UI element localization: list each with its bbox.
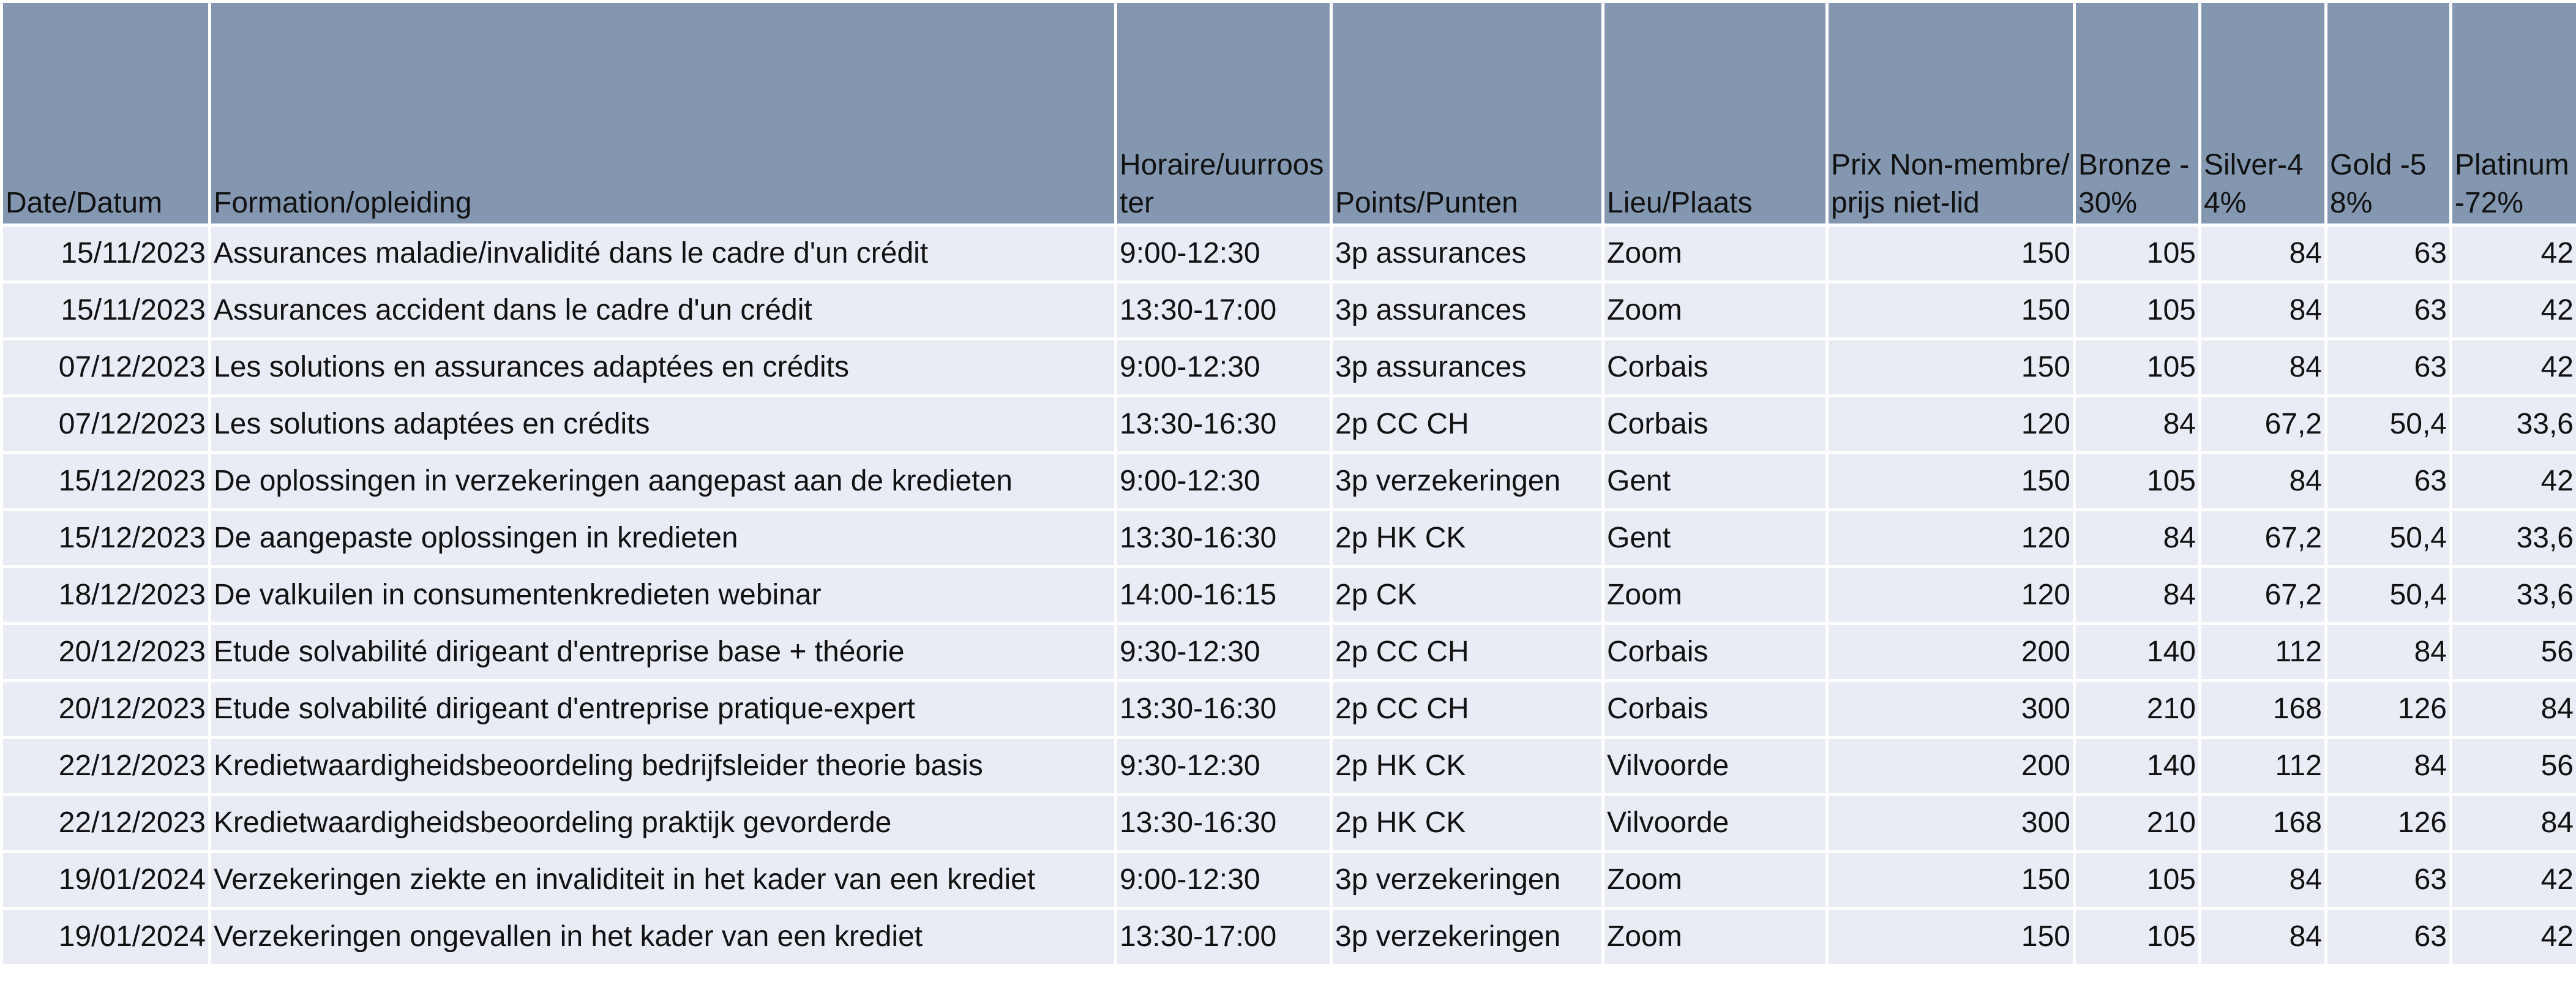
date-cell: 15/12/2023 <box>2 510 210 567</box>
price-cell: 150 <box>1827 339 2075 396</box>
header-silver: Silver-44% <box>2200 2 2326 225</box>
table-body <box>2 225 2576 966</box>
gold-cell: 84 <box>2326 738 2451 795</box>
formation-cell: Verzekeringen ongevallen in het kader van een krediet <box>210 909 1116 966</box>
price-cell: 120 <box>1827 567 2075 624</box>
points-cell: 2p CC CH <box>1331 624 1603 681</box>
platinum-cell: 42 <box>2451 282 2576 339</box>
points-cell: 2p CK <box>1331 567 1603 624</box>
date-cell: 15/11/2023 <box>2 225 210 282</box>
bronze-cell: 140 <box>2075 624 2200 681</box>
platinum-cell: 33,6 <box>2451 567 2576 624</box>
location-cell: Corbais <box>1603 624 1827 681</box>
gold-cell: 126 <box>2326 795 2451 852</box>
gold-cell: 63 <box>2326 852 2451 909</box>
date-cell: 07/12/2023 <box>2 396 210 453</box>
formation-cell: Assurances maladie/invalidité dans le cadre d'un crédit <box>210 225 1116 282</box>
gold-cell: 50,4 <box>2326 396 2451 453</box>
location-cell: Zoom <box>1603 282 1827 339</box>
points-cell: 2p CC CH <box>1331 396 1603 453</box>
points-cell: 3p verzekeringen <box>1331 453 1603 510</box>
table-row <box>2 681 2576 738</box>
silver-cell: 84 <box>2200 453 2326 510</box>
gold-cell: 63 <box>2326 339 2451 396</box>
gold-cell: 84 <box>2326 624 2451 681</box>
price-cell: 300 <box>1827 681 2075 738</box>
formation-cell: Etude solvabilité dirigeant d'entreprise pratique-expert <box>210 681 1116 738</box>
table-header <box>2 2 2576 225</box>
silver-cell: 84 <box>2200 339 2326 396</box>
platinum-cell: 33,6 <box>2451 510 2576 567</box>
location-cell: Corbais <box>1603 681 1827 738</box>
schedule-cell: 9:00-12:30 <box>1116 339 1331 396</box>
gold-cell: 50,4 <box>2326 510 2451 567</box>
silver-cell: 168 <box>2200 681 2326 738</box>
date-cell: 22/12/2023 <box>2 738 210 795</box>
table-row <box>2 795 2576 852</box>
silver-cell: 84 <box>2200 225 2326 282</box>
table-row <box>2 396 2576 453</box>
schedule-cell: 13:30-16:30 <box>1116 795 1331 852</box>
date-cell: 20/12/2023 <box>2 681 210 738</box>
header-date: Date/Datum <box>2 2 210 225</box>
location-cell: Zoom <box>1603 225 1827 282</box>
bronze-cell: 105 <box>2075 852 2200 909</box>
points-cell: 3p assurances <box>1331 225 1603 282</box>
formation-cell: Kredietwaardigheidsbeoordeling praktijk gevorderde <box>210 795 1116 852</box>
formation-cell: Kredietwaardigheidsbeoordeling bedrijfsleider theorie basis <box>210 738 1116 795</box>
location-cell: Corbais <box>1603 339 1827 396</box>
gold-cell: 126 <box>2326 681 2451 738</box>
location-cell: Vilvoorde <box>1603 795 1827 852</box>
header-platinum: Platinum -72% <box>2451 2 2576 225</box>
date-cell: 20/12/2023 <box>2 624 210 681</box>
silver-cell: 84 <box>2200 909 2326 966</box>
schedule-cell: 13:30-17:00 <box>1116 282 1331 339</box>
table-row <box>2 453 2576 510</box>
gold-cell: 63 <box>2326 225 2451 282</box>
formation-cell: De aangepaste oplossingen in kredieten <box>210 510 1116 567</box>
bronze-cell: 84 <box>2075 567 2200 624</box>
price-cell: 200 <box>1827 738 2075 795</box>
points-cell: 3p verzekeringen <box>1331 852 1603 909</box>
header-formation: Formation/opleiding <box>210 2 1116 225</box>
silver-cell: 84 <box>2200 852 2326 909</box>
platinum-cell: 33,6 <box>2451 396 2576 453</box>
formation-cell: Les solutions adaptées en crédits <box>210 396 1116 453</box>
platinum-cell: 42 <box>2451 225 2576 282</box>
platinum-cell: 56 <box>2451 738 2576 795</box>
schedule-cell: 13:30-17:00 <box>1116 909 1331 966</box>
date-cell: 07/12/2023 <box>2 339 210 396</box>
table-row <box>2 510 2576 567</box>
price-cell: 120 <box>1827 396 2075 453</box>
gold-cell: 50,4 <box>2326 567 2451 624</box>
bronze-cell: 210 <box>2075 681 2200 738</box>
table-row <box>2 567 2576 624</box>
price-cell: 150 <box>1827 909 2075 966</box>
header-location: Lieu/Plaats <box>1603 2 1827 225</box>
points-cell: 2p CC CH <box>1331 681 1603 738</box>
platinum-cell: 84 <box>2451 795 2576 852</box>
bronze-cell: 84 <box>2075 510 2200 567</box>
schedule-cell: 9:30-12:30 <box>1116 738 1331 795</box>
location-cell: Gent <box>1603 510 1827 567</box>
formation-cell: Les solutions en assurances adaptées en crédits <box>210 339 1116 396</box>
silver-cell: 84 <box>2200 282 2326 339</box>
price-cell: 150 <box>1827 852 2075 909</box>
silver-cell: 112 <box>2200 624 2326 681</box>
gold-cell: 63 <box>2326 909 2451 966</box>
schedule-cell: 9:00-12:30 <box>1116 453 1331 510</box>
points-cell: 3p assurances <box>1331 282 1603 339</box>
platinum-cell: 42 <box>2451 852 2576 909</box>
schedule-cell: 13:30-16:30 <box>1116 510 1331 567</box>
platinum-cell: 42 <box>2451 339 2576 396</box>
table-row <box>2 282 2576 339</box>
bronze-cell: 210 <box>2075 795 2200 852</box>
schedule-cell: 9:30-12:30 <box>1116 624 1331 681</box>
location-cell: Zoom <box>1603 852 1827 909</box>
silver-cell: 168 <box>2200 795 2326 852</box>
price-cell: 150 <box>1827 453 2075 510</box>
date-cell: 22/12/2023 <box>2 795 210 852</box>
silver-cell: 67,2 <box>2200 510 2326 567</box>
location-cell: Vilvoorde <box>1603 738 1827 795</box>
header-gold: Gold -58% <box>2326 2 2451 225</box>
formation-cell: Verzekeringen ziekte en invaliditeit in het kader van een krediet <box>210 852 1116 909</box>
header-row <box>2 2 2576 225</box>
table-row <box>2 225 2576 282</box>
location-cell: Corbais <box>1603 396 1827 453</box>
bronze-cell: 140 <box>2075 738 2200 795</box>
formation-cell: De valkuilen in consumentenkredieten webinar <box>210 567 1116 624</box>
location-cell: Gent <box>1603 453 1827 510</box>
points-cell: 2p HK CK <box>1331 510 1603 567</box>
points-cell: 3p assurances <box>1331 339 1603 396</box>
formation-cell: De oplossingen in verzekeringen aangepast aan de kredieten <box>210 453 1116 510</box>
bronze-cell: 105 <box>2075 339 2200 396</box>
bronze-cell: 105 <box>2075 282 2200 339</box>
bronze-cell: 105 <box>2075 225 2200 282</box>
bronze-cell: 84 <box>2075 396 2200 453</box>
price-cell: 300 <box>1827 795 2075 852</box>
table-row <box>2 339 2576 396</box>
schedule-cell: 9:00-12:30 <box>1116 225 1331 282</box>
platinum-cell: 84 <box>2451 681 2576 738</box>
table-row <box>2 624 2576 681</box>
platinum-cell: 42 <box>2451 453 2576 510</box>
platinum-cell: 56 <box>2451 624 2576 681</box>
formation-cell: Assurances accident dans le cadre d'un crédit <box>210 282 1116 339</box>
header-price-non-member: Prix Non-membre/ prijs niet-lid <box>1827 2 2075 225</box>
date-cell: 18/12/2023 <box>2 567 210 624</box>
bronze-cell: 105 <box>2075 909 2200 966</box>
date-cell: 19/01/2024 <box>2 852 210 909</box>
gold-cell: 63 <box>2326 282 2451 339</box>
points-cell: 2p HK CK <box>1331 795 1603 852</box>
table-row <box>2 738 2576 795</box>
schedule-cell: 13:30-16:30 <box>1116 681 1331 738</box>
header-points: Points/Punten <box>1331 2 1603 225</box>
price-cell: 200 <box>1827 624 2075 681</box>
points-cell: 2p HK CK <box>1331 738 1603 795</box>
price-cell: 150 <box>1827 282 2075 339</box>
price-cell: 150 <box>1827 225 2075 282</box>
silver-cell: 67,2 <box>2200 396 2326 453</box>
points-cell: 3p verzekeringen <box>1331 909 1603 966</box>
header-schedule: Horaire/uurrooster <box>1116 2 1331 225</box>
table-row <box>2 909 2576 966</box>
gold-cell: 63 <box>2326 453 2451 510</box>
location-cell: Zoom <box>1603 909 1827 966</box>
bronze-cell: 105 <box>2075 453 2200 510</box>
table-row <box>2 852 2576 909</box>
platinum-cell: 42 <box>2451 909 2576 966</box>
schedule-cell: 9:00-12:30 <box>1116 852 1331 909</box>
date-cell: 19/01/2024 <box>2 909 210 966</box>
silver-cell: 112 <box>2200 738 2326 795</box>
location-cell: Zoom <box>1603 567 1827 624</box>
price-cell: 120 <box>1827 510 2075 567</box>
date-cell: 15/11/2023 <box>2 282 210 339</box>
date-cell: 15/12/2023 <box>2 453 210 510</box>
formation-cell: Etude solvabilité dirigeant d'entreprise base + théorie <box>210 624 1116 681</box>
schedule-cell: 13:30-16:30 <box>1116 396 1331 453</box>
schedule-cell: 14:00-16:15 <box>1116 567 1331 624</box>
header-bronze: Bronze -30% <box>2075 2 2200 225</box>
silver-cell: 67,2 <box>2200 567 2326 624</box>
